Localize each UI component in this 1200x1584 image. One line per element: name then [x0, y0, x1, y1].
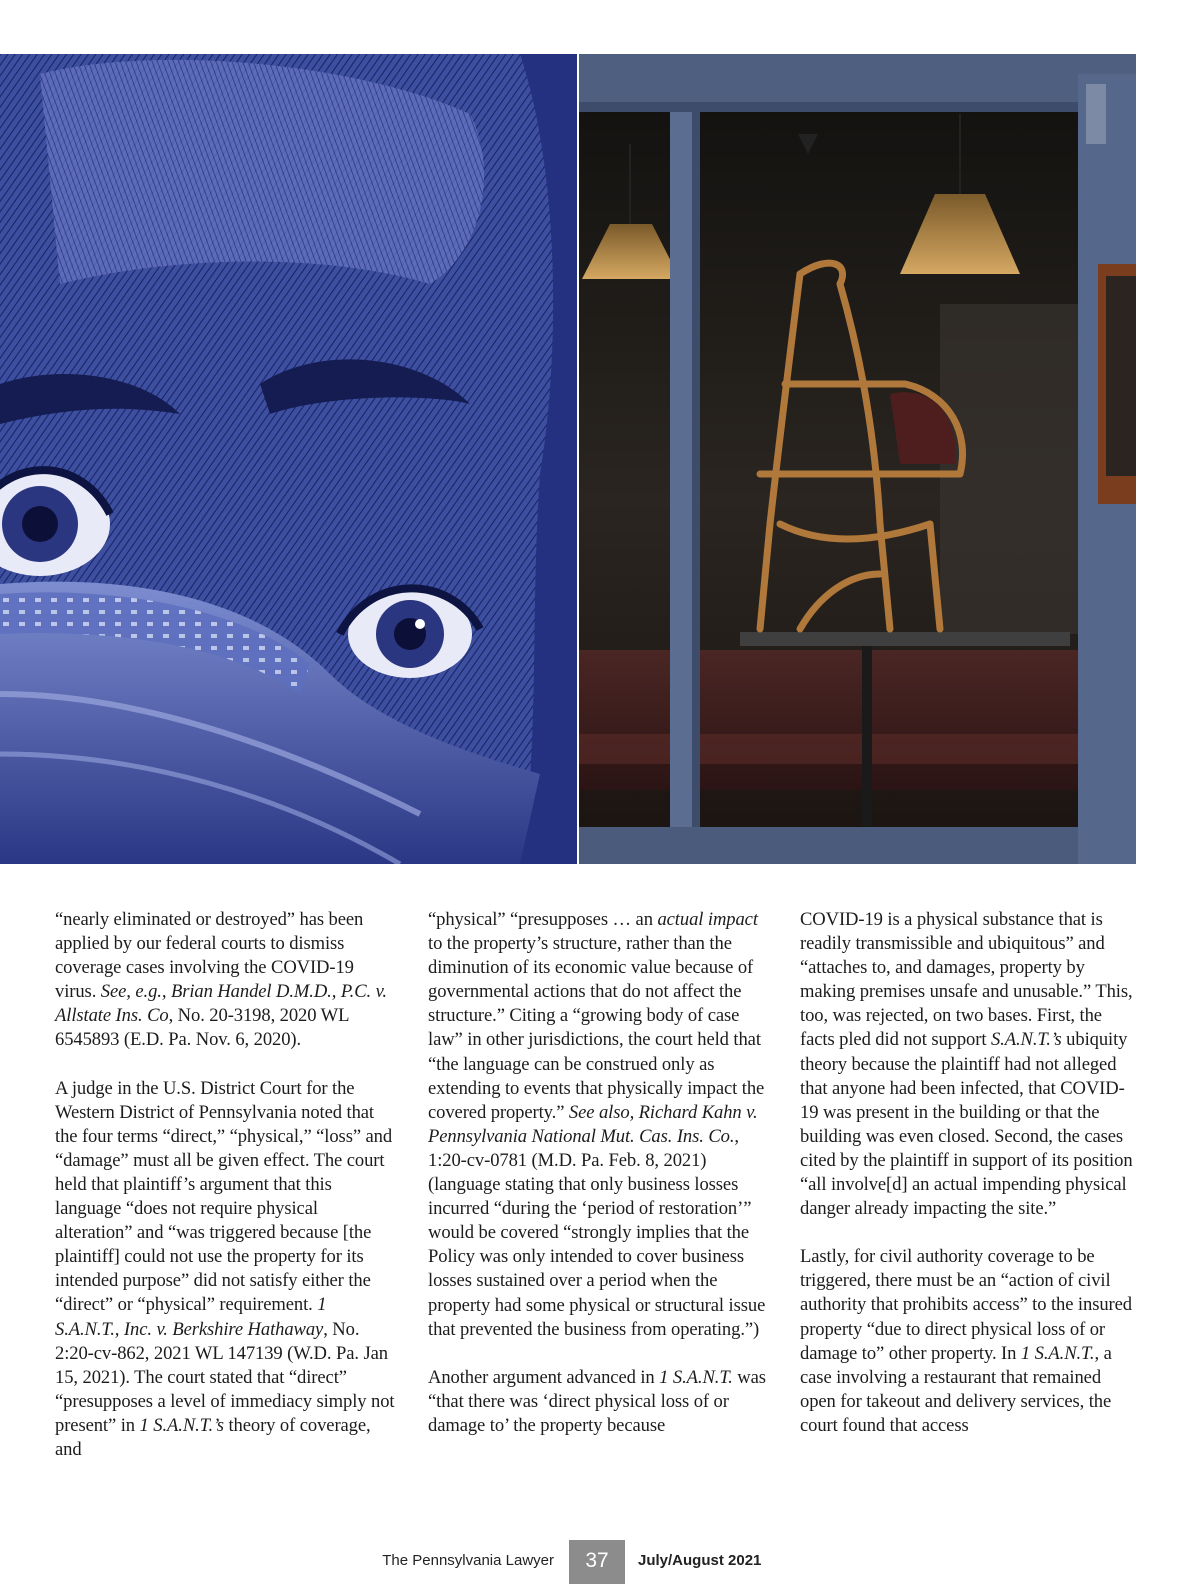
publication-name: The Pennsylvania Lawyer	[382, 1552, 554, 1569]
article-column-1	[55, 908, 395, 1462]
paragraph: A judge in the U.S. District Court for the Western District of Pennsylvania noted that the four terms “direct,” “physical,” “loss” and “damage” must all be given effect. The court held that plaintiff’s argument that this language “does not require physical alteration” and “was triggered because [the plaintiff] could not use the property for its intended purpose” did not satisfy either the “direct” or “physical” requirement. 1 S.A.N.T., Inc. v. Berkshire Hathaway, No. 2:20-cv-862, 2021 WL 147139 (W.D. Pa. Jan 15, 2021). The court stated that “direct” “presupposes a level of immediacy simply not present” in 1 S.A.N.T.’s theory of coverage, and	[55, 1077, 395, 1460]
article-column-3	[800, 908, 1140, 1438]
paragraph: “nearly eliminated or destroyed” has been applied by our federal courts to dismiss coverage cases involving the COVID-19 virus. See, e.g., Brian Handel D.M.D., P.C. v. Allstate Ins. Co, No. 20-3198, 2020 WL 6545893 (E.D. Pa. Nov. 6, 2020).	[55, 909, 387, 1051]
article-column-2	[428, 908, 768, 1438]
paragraph: “physical” “presupposes … an actual impact to the property’s structure, rather than the diminution of its economic value because of governmental actions that do not affect the structure.” Citing a “growing body of case law” in other jurisdictions, the court held that “the language can be construed only as extending to events that physically impact the covered property.” See also, Richard Kahn v. Pennsylvania National Mut. Cas. Ins. Co., 1:20-cv-0781 (M.D. Pa. Feb. 8, 2021) (language stating that only business losses incurred “during the ‘period of restoration’” would be covered “strongly implies that the Policy was only intended to cover business losses sustained over a period when the property had some physical or structural issue that prevented the business from operating.”)	[428, 909, 766, 1340]
masked-portrait-image	[0, 54, 578, 864]
paragraph: COVID-19 is a physical substance that is readily transmissible and ubiquitous” and “attaches to, and damages, property by making premises unsafe and unusable.” This, too, was rejected, on two bases. First, the facts pled did not support S.A.N.T.’s ubiquity theory because the plaintiff had not alleged that anyone had been infected, that COVID-19 was present in the building or that the building was even closed. Second, the cases cited by the plaintiff in support of its position “all involve[d] an actual impending physical danger already impacting the site.”	[800, 909, 1133, 1220]
closed-restaurant-image	[578, 54, 1136, 864]
issue-date: July/August 2021	[638, 1552, 762, 1569]
paragraph: Another argument advanced in 1 S.A.N.T. was “that there was ‘direct physical loss of or damage to’ the property because	[428, 1366, 766, 1436]
page-footer	[0, 1540, 1200, 1584]
hero-images	[0, 54, 1136, 864]
hero-illustration	[0, 54, 1136, 864]
paragraph: Lastly, for civil authority coverage to be triggered, there must be an “action of civil authority that prohibits access” to the insured property “due to direct physical loss of or damage to” other property. In 1 S.A.N.T., a case involving a restaurant that remained open for takeout and delivery services, the court found that access	[800, 1246, 1132, 1436]
page-number: 37	[569, 1540, 625, 1584]
